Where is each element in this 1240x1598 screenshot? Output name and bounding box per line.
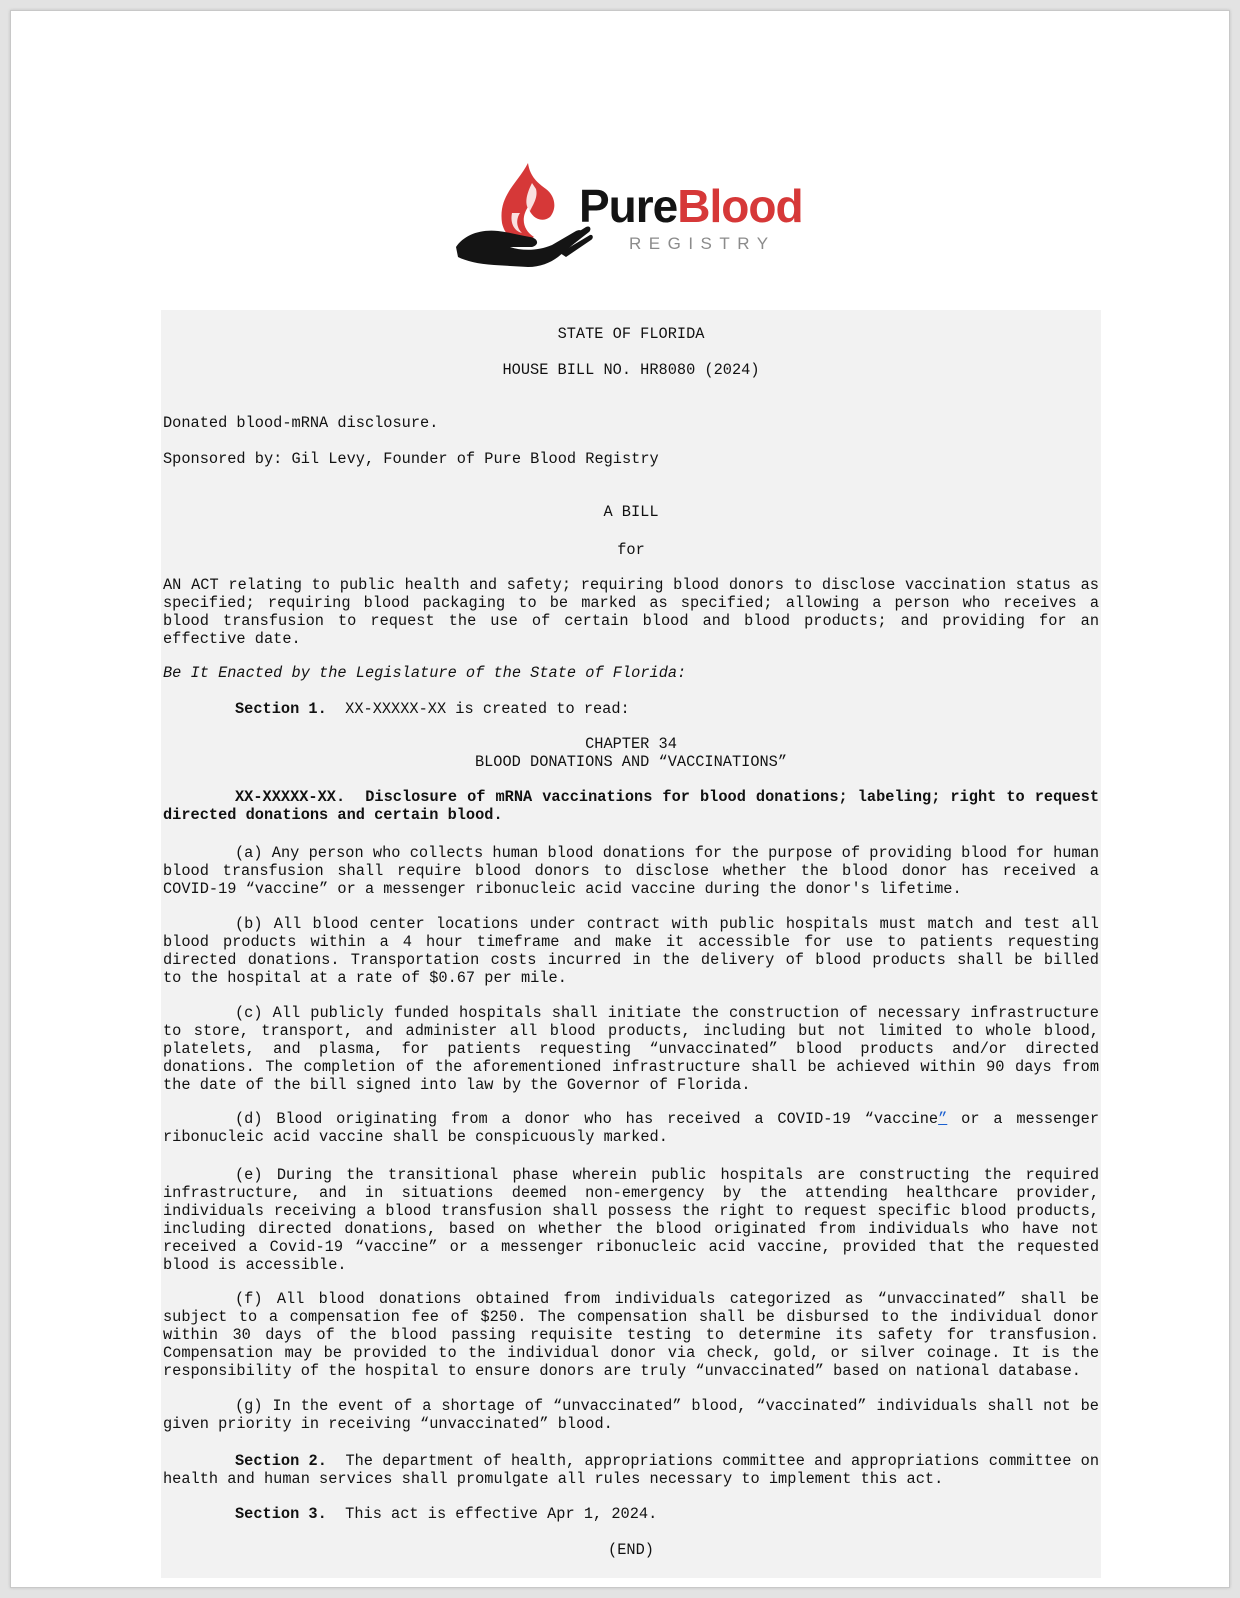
section-3: Section 3. This act is effective Apr 1, 2024. — [235, 1505, 658, 1523]
end-marker: (END) — [608, 1541, 654, 1559]
blood-drop-hand-icon — [454, 161, 594, 273]
bill-number: HOUSE BILL NO. HR8080 (2024) — [502, 361, 760, 379]
act-summary: AN ACT relating to public health and safety; requiring blood donors to disclose vaccination status as specified; requiring blood packaging to be marked as specified; allowing a person who receives a blood transfusion to request the use of certain blood and blood products; and providing for an effective date. — [163, 576, 1099, 648]
document-page — [10, 10, 1230, 1588]
logo-subtitle: REGISTRY — [629, 234, 776, 253]
state-heading: STATE OF FLORIDA — [557, 325, 705, 343]
paragraph-c: (c) All publicly funded hospitals shall initiate the construction of necessary infrastructure to store, transport, and administer all blood products, including but not limited to whole blood, platelets, and plasma, for patients requesting “unvaccinated” blood products and/or directed donations. The completion of the aforementioned infrastructure shall be achieved within 90 days from the date of the bill signed into law by the Governor of Florida. — [163, 1004, 1099, 1094]
short-title: Donated blood-mRNA disclosure. — [163, 414, 439, 432]
statute-heading: XX-XXXXX-XX. Disclosure of mRNA vaccinations for blood donations; labeling; right to request directed donations and certain blood. — [163, 788, 1099, 824]
for-heading: for — [617, 541, 645, 559]
section-2: Section 2. The department of health, appropriations committee and appropriations committee on health and human services shall promulgate all rules necessary to implement this act. — [163, 1452, 1099, 1488]
pure-blood-registry-logo — [454, 161, 814, 273]
enacting-clause: Be It Enacted by the Legislature of the State of Florida: — [163, 664, 687, 682]
sponsor-line: Sponsored by: Gil Levy, Founder of Pure Blood Registry — [163, 450, 659, 468]
paragraph-g: (g) In the event of a shortage of “unvaccinated” blood, “vaccinated” individuals shall not be given priority in receiving “unvaccinated” blood. — [163, 1397, 1099, 1433]
bill-text — [161, 310, 1101, 1578]
paragraph-a: (a) Any person who collects human blood donations for the purpose of providing blood for human blood transfusion shall require blood donors to disclose whether the blood donor has received a COVID-19 “vaccine” or a messenger ribonucleic acid vaccine during the donor's lifetime. — [163, 844, 1099, 898]
section-1: Section 1. XX-XXXXX-XX is created to read: — [235, 700, 630, 718]
chapter-title: BLOOD DONATIONS AND “VACCINATIONS” — [474, 753, 788, 771]
chapter-number: CHAPTER 34 — [585, 735, 677, 753]
paragraph-f: (f) All blood donations obtained from individuals categorized as “unvaccinated” shall be subject to a compensation fee of $250. The compensation shall be disbursed to the individual donor within 30 days of the blood passing requisite testing to determine its safety for transfusion. Compensation may be provided to the individual donor via check, gold, or silver coinage. It is the responsibility of the hospital to ensure donors are truly “unvaccinated” based on national database. — [163, 1290, 1099, 1380]
paragraph-d: (d) Blood originating from a donor who has received a COVID-19 “vaccine” or a messenger ribonucleic acid vaccine shall be conspicuously marked. — [163, 1110, 1099, 1146]
paragraph-e: (e) During the transitional phase wherein public hospitals are constructing the required infrastructure, and in situations deemed non-emergency by the attending healthcare provider, individuals receiving a blood transfusion shall possess the right to request specific blood products, including directed donations, based on whether the blood originated from individuals who have not received a Covid-19 “vaccine” or a messenger ribonucleic acid vaccine, provided that the requested blood is accessible. — [163, 1166, 1099, 1274]
a-bill-heading: A BILL — [603, 503, 659, 521]
paragraph-b: (b) All blood center locations under contract with public hospitals must match and test all blood products within a 4 hour timeframe and make it accessible for use to patients requesting directed donations. Transportation costs incurred in the delivery of blood products shall be billed to the hospital at a rate of $0.67 per mile. — [163, 915, 1099, 987]
logo-wordmark: PureBlood — [579, 180, 803, 232]
